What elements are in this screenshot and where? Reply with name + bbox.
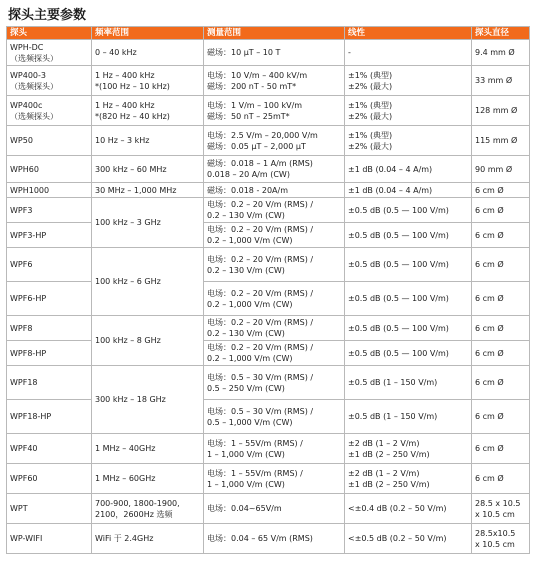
measurement-range-cell xyxy=(204,341,345,366)
model-line: （选频探头） xyxy=(10,111,58,121)
model-line: WPH60 xyxy=(10,164,39,174)
measurement-range-cell xyxy=(204,248,345,282)
model-line: WP400-3 xyxy=(10,70,46,80)
range-line: 0.2 – 1,000 V/m (CW) xyxy=(207,236,293,245)
diameter-cell xyxy=(472,248,530,282)
freq-line: 1 Hz – 400 kHz xyxy=(95,70,155,80)
model-cell xyxy=(7,198,92,223)
diameter-line: 6 cm Ø xyxy=(475,294,504,303)
linearity-cell xyxy=(345,198,472,223)
model-cell xyxy=(7,96,92,126)
diameter-line: 128 mm Ø xyxy=(475,106,518,115)
freq-line: 100 kHz – 3 GHz xyxy=(95,218,161,227)
diameter-line: 6 cm Ø xyxy=(475,444,504,453)
model-cell xyxy=(7,366,92,400)
model-line: WPF18-HP xyxy=(10,412,52,421)
linearity-line: ±2 dB (1 – 2 V/m) xyxy=(348,468,420,478)
model-line: WP50 xyxy=(10,136,33,145)
model-line: WPF8-HP xyxy=(10,348,47,358)
range-line: 0.2 – 130 V/m (CW) xyxy=(207,329,285,338)
linearity-line: - xyxy=(348,48,351,57)
diameter-line: 6 cm Ø xyxy=(475,348,504,358)
table-row xyxy=(7,156,530,183)
diameter-cell xyxy=(472,198,530,223)
table-row xyxy=(7,341,530,366)
measurement-range-cell xyxy=(204,156,345,183)
frequency-cell xyxy=(92,316,204,366)
diameter-cell xyxy=(472,282,530,316)
model-line: WPF6-HP xyxy=(10,294,47,303)
linearity-line: ±1 dB (2 – 250 V/m) xyxy=(348,479,430,489)
linearity-cell xyxy=(345,223,472,248)
frequency-cell xyxy=(92,366,204,434)
range-line: 磁场：10 μT – 10 T xyxy=(207,48,281,57)
measurement-range-cell xyxy=(204,96,345,126)
diameter-line: 6 cm Ø xyxy=(475,260,504,269)
linearity-line: ±0.5 dB (0.5 — 100 V/m) xyxy=(348,323,449,333)
linearity-line: ±1 dB (0.04 – 4 A/m) xyxy=(348,164,433,174)
diameter-line: 6 cm Ø xyxy=(475,378,504,387)
range-line: 电场：0.2 – 20 V/m (RMS) / xyxy=(207,343,314,352)
freq-line: 1 MHz – 40GHz xyxy=(95,444,156,453)
range-line: 0.2 – 1,000 V/m (CW) xyxy=(207,299,293,309)
freq-line: 0 – 40 kHz xyxy=(95,48,137,57)
diameter-line: 6 cm Ø xyxy=(475,185,504,195)
linearity-cell xyxy=(345,366,472,400)
measurement-range-cell xyxy=(204,40,345,66)
linearity-line: ±2% (最大) xyxy=(348,141,393,151)
header-linearity: 线性 xyxy=(345,27,472,40)
model-cell xyxy=(7,40,92,66)
range-line: 磁场：0.05 μT – 2,000 μT xyxy=(207,141,306,151)
header-row xyxy=(7,27,530,40)
frequency-cell xyxy=(92,464,204,494)
table-row xyxy=(7,66,530,96)
measurement-range-cell xyxy=(204,126,345,156)
diameter-cell xyxy=(472,494,530,524)
table-row xyxy=(7,223,530,248)
diameter-cell xyxy=(472,464,530,494)
diameter-line: 28.5x10.5 xyxy=(475,528,516,538)
range-line: 磁场：200 nT - 50 mT* xyxy=(207,81,297,91)
model-line: WPF18 xyxy=(10,378,38,387)
model-cell xyxy=(7,156,92,183)
diameter-line: 6 cm Ø xyxy=(475,205,504,215)
model-line: WPF60 xyxy=(10,474,38,483)
range-line: 电场：0.2 – 20 V/m (RMS) / xyxy=(207,254,314,264)
model-cell xyxy=(7,223,92,248)
freq-line: 30 MHz – 1,000 MHz xyxy=(95,185,177,195)
freq-line: 1 MHz – 60GHz xyxy=(95,474,156,483)
diameter-line: 28.5 x 10.5 xyxy=(475,498,521,508)
model-line: WP-WIFI xyxy=(10,534,43,543)
linearity-line: ±1 dB (2 – 250 V/m) xyxy=(348,449,430,459)
measurement-range-cell xyxy=(204,198,345,223)
linearity-line: ±0.5 dB (0.5 — 100 V/m) xyxy=(348,205,449,215)
measurement-range-cell xyxy=(204,400,345,434)
table-row xyxy=(7,183,530,198)
linearity-cell xyxy=(345,341,472,366)
linearity-line: ±2 dB (1 – 2 V/m) xyxy=(348,438,420,448)
range-line: 电场：0.5 – 30 V/m (RMS) / xyxy=(207,372,314,382)
diameter-cell xyxy=(472,366,530,400)
diameter-line: 6 cm Ø xyxy=(475,230,504,240)
linearity-line: ±1 dB (0.04 – 4 A/m) xyxy=(348,185,433,195)
table-row xyxy=(7,464,530,494)
range-line: 0.018 – 20 A/m (CW) xyxy=(207,170,290,179)
header-frequency-range: 频率范围 xyxy=(92,27,204,40)
freq-line: 100 kHz – 8 GHz xyxy=(95,336,161,345)
linearity-line: ±2% (最大) xyxy=(348,81,393,91)
diameter-line: 6 cm Ø xyxy=(475,323,504,333)
range-line: 电场：0.2 – 20 V/m (RMS) / xyxy=(207,318,314,327)
diameter-line: x 10.5 cm xyxy=(475,539,515,549)
table-row xyxy=(7,248,530,282)
frequency-cell xyxy=(92,156,204,183)
model-line: WPF3 xyxy=(10,205,33,215)
linearity-cell xyxy=(345,464,472,494)
range-line: 电场：0.04 – 65 V/m (RMS) xyxy=(207,534,313,543)
freq-line: 300 kHz – 18 GHz xyxy=(95,395,166,404)
diameter-line: 6 cm Ø xyxy=(475,412,504,421)
model-line: WPF3-HP xyxy=(10,230,47,240)
frequency-cell xyxy=(92,434,204,464)
linearity-cell xyxy=(345,316,472,341)
diameter-cell xyxy=(472,400,530,434)
range-line: 0.2 – 1,000 V/m (CW) xyxy=(207,354,293,363)
model-cell xyxy=(7,341,92,366)
linearity-line: <±0.5 dB (0.2 – 50 V/m) xyxy=(348,534,447,543)
linearity-cell xyxy=(345,156,472,183)
range-line: 电场：10 V/m – 400 kV/m xyxy=(207,70,308,80)
probe-spec-table xyxy=(6,26,530,554)
model-line: WPF6 xyxy=(10,260,33,269)
model-line: WPT xyxy=(10,504,28,513)
range-line: 0.5 – 250 V/m (CW) xyxy=(207,383,285,393)
table-row xyxy=(7,198,530,223)
linearity-line: ±1% (典型) xyxy=(348,130,393,140)
frequency-cell xyxy=(92,248,204,316)
diameter-line: 33 mm Ø xyxy=(475,76,513,85)
range-line: 1 – 1,000 V/m (CW) xyxy=(207,479,285,489)
header-measurement-range: 测量范围 xyxy=(204,27,345,40)
diameter-line: 6 cm Ø xyxy=(475,474,504,483)
header-probe-diameter: 探头直径 xyxy=(472,27,530,40)
linearity-line: ±0.5 dB (1 – 150 V/m) xyxy=(348,412,438,421)
model-line: （选频探头） xyxy=(10,81,58,91)
linearity-cell xyxy=(345,494,472,524)
range-line: 0.2 – 130 V/m (CW) xyxy=(207,211,285,220)
range-line: 电场：1 – 55V/m (RMS) / xyxy=(207,468,303,478)
table-row xyxy=(7,366,530,400)
linearity-cell xyxy=(345,96,472,126)
table-body xyxy=(7,40,530,554)
linearity-line: <±0.4 dB (0.2 – 50 V/m) xyxy=(348,504,447,513)
table-row xyxy=(7,96,530,126)
header-probe: 探头 xyxy=(7,27,92,40)
model-cell xyxy=(7,126,92,156)
model-cell xyxy=(7,183,92,198)
model-cell xyxy=(7,434,92,464)
diameter-cell xyxy=(472,183,530,198)
linearity-line: ±1% (典型) xyxy=(348,100,393,110)
table-row xyxy=(7,434,530,464)
frequency-cell xyxy=(92,96,204,126)
linearity-cell xyxy=(345,183,472,198)
diameter-line: 115 mm Ø xyxy=(475,136,518,145)
freq-line: 700-900, 1800-1900, xyxy=(95,498,180,508)
freq-line: 2100，2600Hz 选频 xyxy=(95,509,173,519)
measurement-range-cell xyxy=(204,464,345,494)
model-cell xyxy=(7,524,92,554)
range-line: 0.5 – 1,000 V/m (CW) xyxy=(207,417,293,427)
model-cell xyxy=(7,464,92,494)
range-line: 1 – 1,000 V/m (CW) xyxy=(207,449,285,459)
freq-line: 100 kHz – 6 GHz xyxy=(95,277,161,286)
diameter-cell xyxy=(472,223,530,248)
diameter-cell xyxy=(472,40,530,66)
range-line: 电场：0.04~65V/m xyxy=(207,504,282,513)
frequency-cell xyxy=(92,183,204,198)
diameter-cell xyxy=(472,434,530,464)
measurement-range-cell xyxy=(204,524,345,554)
diameter-line: 90 mm Ø xyxy=(475,164,513,174)
model-cell xyxy=(7,282,92,316)
table-row xyxy=(7,40,530,66)
diameter-line: 9.4 mm Ø xyxy=(475,48,515,57)
model-line: WP400c xyxy=(10,100,43,110)
measurement-range-cell xyxy=(204,366,345,400)
model-cell xyxy=(7,248,92,282)
frequency-cell xyxy=(92,494,204,524)
diameter-cell xyxy=(472,524,530,554)
linearity-cell xyxy=(345,40,472,66)
measurement-range-cell xyxy=(204,183,345,198)
table-row xyxy=(7,316,530,341)
table-row xyxy=(7,400,530,434)
range-line: 0.2 – 130 V/m (CW) xyxy=(207,265,285,275)
measurement-range-cell xyxy=(204,434,345,464)
range-line: 电场：1 V/m – 100 kV/m xyxy=(207,100,303,110)
range-line: 电场：2.5 V/m – 20,000 V/m xyxy=(207,130,318,140)
linearity-cell xyxy=(345,66,472,96)
linearity-cell xyxy=(345,524,472,554)
linearity-line: ±0.5 dB (1 – 150 V/m) xyxy=(348,378,438,387)
diameter-cell xyxy=(472,66,530,96)
range-line: 磁场：50 nT – 25mT* xyxy=(207,111,290,121)
measurement-range-cell xyxy=(204,494,345,524)
linearity-cell xyxy=(345,282,472,316)
frequency-cell xyxy=(92,126,204,156)
freq-line: 300 kHz – 60 MHz xyxy=(95,164,167,174)
linearity-cell xyxy=(345,400,472,434)
frequency-cell xyxy=(92,40,204,66)
model-cell xyxy=(7,316,92,341)
measurement-range-cell xyxy=(204,282,345,316)
diameter-cell xyxy=(472,96,530,126)
model-line: WPH-DC xyxy=(10,42,44,52)
model-line: （选频探头） xyxy=(10,53,58,63)
table-row xyxy=(7,282,530,316)
range-line: 电场：0.2 – 20 V/m (RMS) / xyxy=(207,225,314,234)
linearity-line: ±2% (最大) xyxy=(348,111,393,121)
model-line: WPH1000 xyxy=(10,185,50,195)
linearity-line: ±0.5 dB (0.5 — 100 V/m) xyxy=(348,230,449,240)
freq-line: *(100 Hz – 10 kHz) xyxy=(95,81,170,91)
model-cell xyxy=(7,494,92,524)
diameter-cell xyxy=(472,316,530,341)
measurement-range-cell xyxy=(204,66,345,96)
linearity-line: ±1% (典型) xyxy=(348,70,393,80)
frequency-cell xyxy=(92,198,204,248)
diameter-line: x 10.5 cm xyxy=(475,509,515,519)
diameter-cell xyxy=(472,156,530,183)
freq-line: WiFi 于 2.4GHz xyxy=(95,534,154,543)
range-line: 磁场：0.018 – 1 A/m (RMS) xyxy=(207,159,313,168)
diameter-cell xyxy=(472,126,530,156)
range-line: 电场：1 – 55V/m (RMS) / xyxy=(207,438,303,448)
table-row xyxy=(7,524,530,554)
model-line: WPF40 xyxy=(10,444,38,453)
model-line: WPF8 xyxy=(10,323,33,333)
linearity-line: ±0.5 dB (0.5 — 100 V/m) xyxy=(348,294,449,303)
diameter-cell xyxy=(472,341,530,366)
model-cell xyxy=(7,400,92,434)
freq-line: 1 Hz – 400 kHz xyxy=(95,100,155,110)
range-line: 电场：0.2 – 20 V/m (RMS) / xyxy=(207,288,314,298)
linearity-line: ±0.5 dB (0.5 — 100 V/m) xyxy=(348,348,449,358)
page-title: 探头主要参数 xyxy=(8,8,87,23)
freq-line: *(820 Hz – 40 kHz) xyxy=(95,111,170,121)
linearity-cell xyxy=(345,126,472,156)
freq-line: 10 Hz – 3 kHz xyxy=(95,136,150,145)
linearity-cell xyxy=(345,248,472,282)
linearity-cell xyxy=(345,434,472,464)
measurement-range-cell xyxy=(204,316,345,341)
linearity-line: ±0.5 dB (0.5 — 100 V/m) xyxy=(348,260,449,269)
range-line: 电场：0.5 – 30 V/m (RMS) / xyxy=(207,406,314,416)
frequency-cell xyxy=(92,524,204,554)
model-cell xyxy=(7,66,92,96)
table-header xyxy=(7,27,530,40)
table-row xyxy=(7,494,530,524)
range-line: 电场：0.2 – 20 V/m (RMS) / xyxy=(207,200,314,209)
measurement-range-cell xyxy=(204,223,345,248)
table-row xyxy=(7,126,530,156)
frequency-cell xyxy=(92,66,204,96)
range-line: 磁场：0.018 - 20A/m xyxy=(207,185,289,195)
